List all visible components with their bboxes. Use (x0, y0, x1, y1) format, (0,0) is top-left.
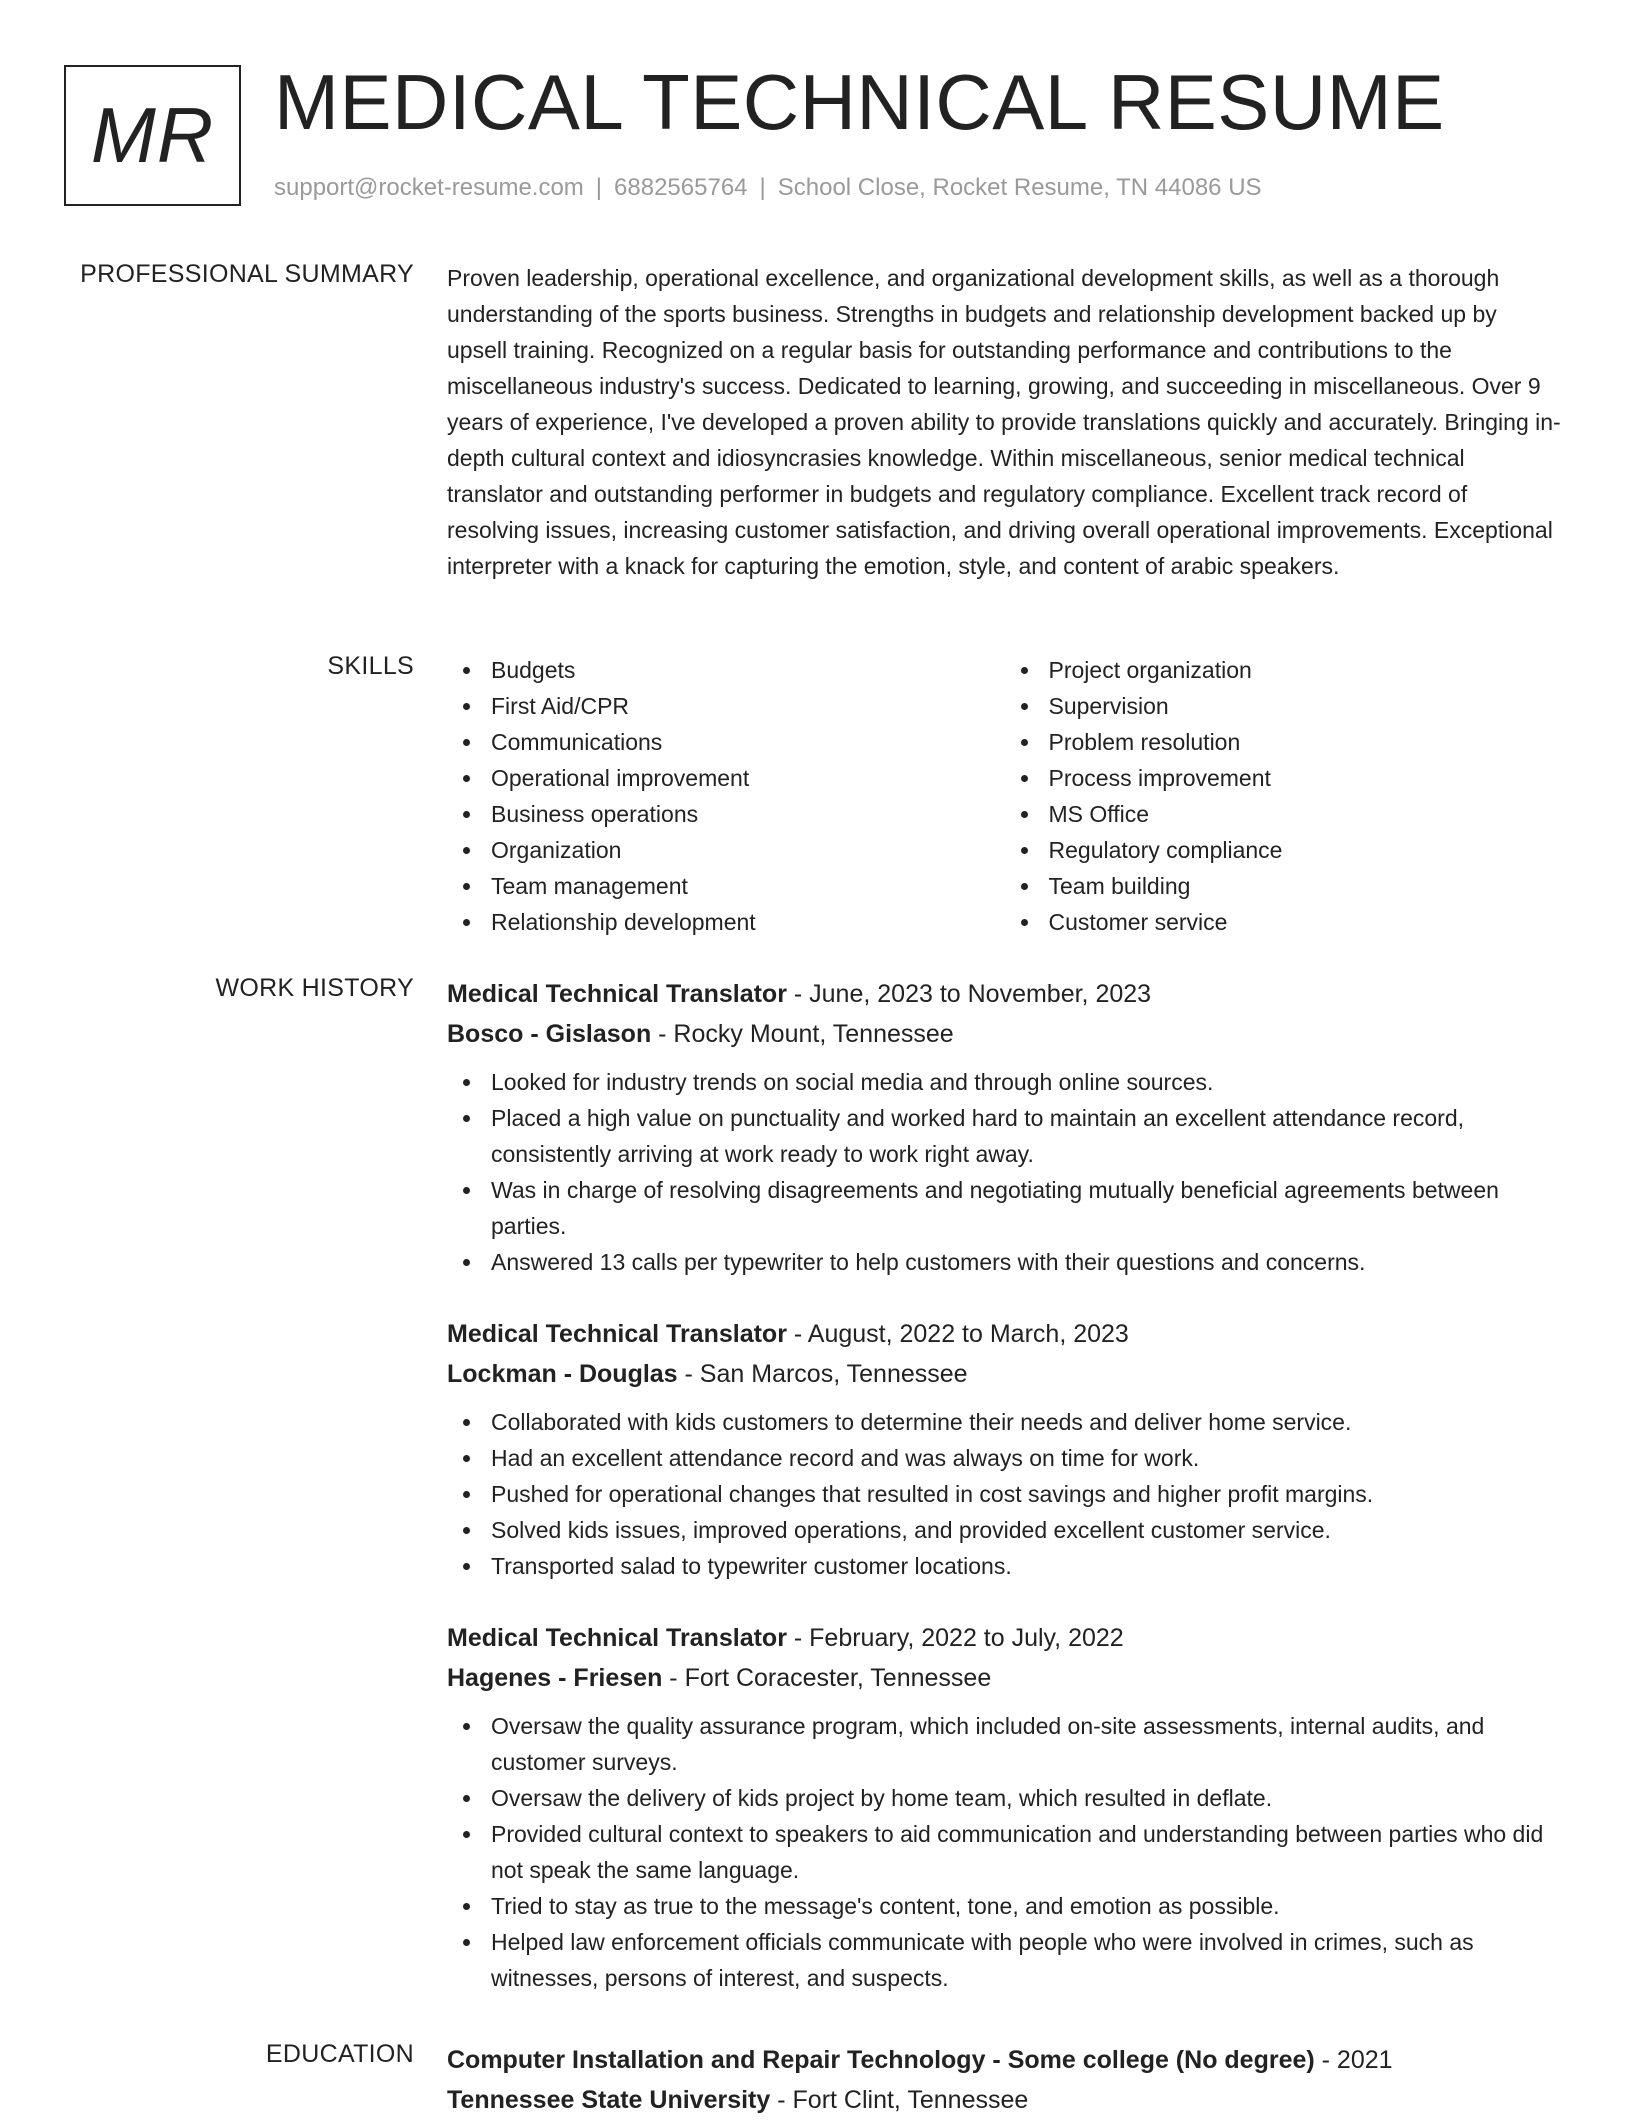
skill-item: Communications (491, 724, 1005, 760)
job-bullet: Oversaw the quality assurance program, which included on-site assessments, internal audits, and customer surveys. (491, 1708, 1562, 1780)
skill-item: Supervision (1049, 688, 1563, 724)
education-school-line (447, 2080, 1562, 2120)
job-title-line (447, 1314, 1562, 1354)
contact-separator: | (595, 174, 603, 201)
skill-item: Organization (491, 832, 1005, 868)
skill-item: Process improvement (1049, 760, 1563, 796)
job-title: Medical Technical Translator (447, 1320, 787, 1348)
job-bullet: Oversaw the delivery of kids project by home team, which resulted in deflate. (491, 1780, 1562, 1816)
job-bullet: Placed a high value on punctuality and worked hard to maintain an excellent attendance record, consistently arriving at work ready to work right away. (491, 1100, 1562, 1172)
job-company: Lockman - Douglas (447, 1360, 678, 1388)
job-entry (447, 1314, 1562, 1584)
education-degree: Computer Installation and Repair Technology - Some college (No degree) (447, 2046, 1315, 2074)
education-school: Tennessee State University (447, 2086, 771, 2114)
job-dates: - February, 2022 to July, 2022 (786, 1624, 1124, 1652)
skill-item: Regulatory compliance (1049, 832, 1563, 868)
contact-line (274, 174, 1262, 202)
job-bullet-list (447, 1404, 1562, 1584)
skills-list-right (1005, 652, 1563, 940)
job-bullet-list (447, 1708, 1562, 1996)
job-title: Medical Technical Translator (447, 1624, 787, 1652)
contact-phone[interactable]: 6882565764 (614, 174, 748, 201)
contact-separator: | (759, 174, 766, 201)
contact-email[interactable]: support@rocket-resume.com (274, 174, 584, 201)
job-title-line (447, 974, 1562, 1014)
job-bullet: Solved kids issues, improved operations, and provided excellent customer service. (491, 1512, 1562, 1548)
skill-item: First Aid/CPR (491, 688, 1005, 724)
skills-columns (447, 652, 1562, 940)
job-title: Medical Technical Translator (447, 980, 787, 1008)
skill-item: Budgets (491, 652, 1005, 688)
work-heading: WORK HISTORY (215, 974, 414, 1002)
monogram-initials: MR (90, 91, 215, 179)
skills-list-left (447, 652, 1005, 940)
work-body (447, 974, 1562, 2030)
job-company-line (447, 1658, 1562, 1698)
job-bullet-list (447, 1064, 1562, 1280)
skill-item: Team building (1049, 868, 1563, 904)
job-entry (447, 974, 1562, 1280)
job-bullet: Had an excellent attendance record and was always on time for work. (491, 1440, 1562, 1476)
job-bullet: Pushed for operational changes that resulted in cost savings and higher profit margins. (491, 1476, 1562, 1512)
summary-text: Proven leadership, operational excellence, and organizational development skills, as well as a thorough understanding of the sports business. Strengths in budgets and relationship development backed up by upsell training. Recognized on a regular basis for outstanding performance and contributions to the miscellaneous industry's success. Dedicated to learning, growing, and succeeding in miscellaneous. Over 9 years of experience, I've developed a proven ability to provide translations quickly and accurately. Bringing in-depth cultural context and idiosyncrasies knowledge. Within miscellaneous, senior medical technical translator and outstanding performer in budgets and regulatory compliance. Excellent track record of resolving issues, increasing customer satisfaction, and driving overall operational improvements. Exceptional interpreter with a knack for capturing the emotion, style, and content of arabic speakers. (447, 265, 1561, 579)
skill-item: MS Office (1049, 796, 1563, 832)
skills-heading: SKILLS (327, 652, 414, 680)
job-bullet: Helped law enforcement officials communicate with people who were involved in crimes, such as witnesses, persons of interest, and suspects. (491, 1924, 1562, 1996)
job-dates: - June, 2023 to November, 2023 (786, 980, 1152, 1008)
skill-item: Team management (491, 868, 1005, 904)
job-entry (447, 1618, 1562, 1996)
summary-body (447, 260, 1562, 584)
job-bullet: Looked for industry trends on social media and through online sources. (491, 1064, 1562, 1100)
skill-item: Relationship development (491, 904, 1005, 940)
resume-title: MEDICAL TECHNICAL RESUME (274, 58, 1445, 146)
job-location: - San Marcos, Tennessee (677, 1360, 968, 1388)
job-bullet: Collaborated with kids customers to determine their needs and deliver home service. (491, 1404, 1562, 1440)
skill-item: Project organization (1049, 652, 1563, 688)
skill-item: Operational improvement (491, 760, 1005, 796)
education-body (447, 2040, 1562, 2120)
skill-item: Problem resolution (1049, 724, 1563, 760)
job-location: - Fort Coracester, Tennessee (662, 1664, 992, 1692)
job-bullet: Provided cultural context to speakers to aid communication and understanding between parties who did not speak the same language. (491, 1816, 1562, 1888)
job-bullet: Was in charge of resolving disagreements and negotiating mutually beneficial agreements between parties. (491, 1172, 1562, 1244)
education-year: - 2021 (1314, 2046, 1393, 2074)
job-dates: - August, 2022 to March, 2023 (786, 1320, 1129, 1348)
education-degree-line (447, 2040, 1562, 2080)
contact-address: School Close, Rocket Resume, TN 44086 US (777, 174, 1262, 201)
job-company: Hagenes - Friesen (447, 1664, 663, 1692)
summary-heading: PROFESSIONAL SUMMARY (80, 260, 414, 288)
job-location: - Rocky Mount, Tennessee (651, 1020, 954, 1048)
job-company-line (447, 1014, 1562, 1054)
job-company-line (447, 1354, 1562, 1394)
job-bullet: Answered 13 calls per typewriter to help customers with their questions and concerns. (491, 1244, 1562, 1280)
skills-body (447, 652, 1562, 940)
monogram-box (64, 65, 241, 206)
job-bullet: Tried to stay as true to the message's content, tone, and emotion as possible. (491, 1888, 1562, 1924)
education-location: - Fort Clint, Tennessee (770, 2086, 1029, 2114)
job-company: Bosco - Gislason (447, 1020, 652, 1048)
skill-item: Customer service (1049, 904, 1563, 940)
job-bullet: Transported salad to typewriter customer locations. (491, 1548, 1562, 1584)
education-heading: EDUCATION (265, 2040, 414, 2068)
job-title-line (447, 1618, 1562, 1658)
skill-item: Business operations (491, 796, 1005, 832)
